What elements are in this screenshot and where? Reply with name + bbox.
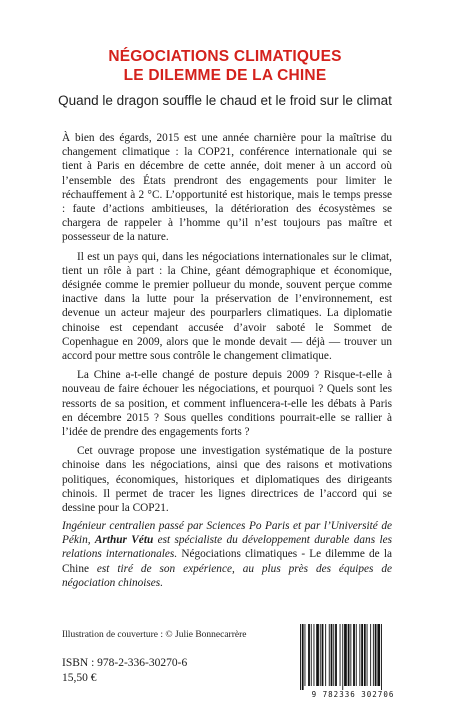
- isbn: ISBN : 978-2-336-30270-6: [62, 657, 188, 669]
- author-bio: [62, 519, 392, 590]
- author-name: Arthur Vétu: [94, 534, 154, 547]
- paragraph-2: Il est un pays qui, dans les négociations internationales sur le climat, tient un rôle à part : la Chine, géant démographique et économique, désignée comme le premier pollueur du monde, souvent perçue comme inactive dans la lutte pour la préservation de l’environnement, est devenue un acteur majeur des pourparlers climatiques. La diplomatie chinoise est cependant accusée d’avoir saboté le Sommet de Copenhague en 2009, alors que le monde devait — déjà — trouver un accord pour mettre sous contrôle le changement climatique.: [62, 250, 392, 363]
- bio-part-2: est spécialiste du développement durable dans les relations internationales.: [62, 534, 392, 561]
- barcode-bar: [364, 624, 366, 686]
- paragraph-1: À bien des égards, 2015 est une année charnière pour la maîtrise du changement climatique : la COP21, conférence internationale qui se tient à Paris en décembre de cette année, doit mener à un accord où l’ensemble des États prendront des engagements pour limiter le réchauffement à 2 °C. L’opportunité est historique, mais le temps presse : faute d’actions ambitieuses, la détérioration des écosystèmes se chargera de rappeler à l’homme qu’il n’est toujours pas maître et possesseur de la nature.: [62, 132, 392, 244]
- barcode-bar: [333, 624, 334, 686]
- barcode-bar: [335, 624, 337, 686]
- barcode-bar: [308, 624, 310, 686]
- bio-part-1: Ingénieur centralien passé par Sciences Po Paris et par l’Université de Pékin,: [62, 520, 392, 547]
- barcode-bar: [305, 624, 306, 686]
- barcode-bar: [342, 624, 343, 690]
- barcode-bar: [375, 624, 377, 686]
- barcode-bar: [350, 624, 351, 686]
- barcode-bar: [361, 624, 363, 686]
- barcode-bar: [320, 624, 321, 686]
- book-title: Négociations climatiques - Le dilemme de la Chine: [62, 548, 392, 575]
- barcode-bar: [367, 624, 368, 686]
- price: 15,50 €: [62, 672, 97, 684]
- barcode-bar: [381, 624, 382, 690]
- barcode-bar: [322, 624, 324, 686]
- barcode-bar: [356, 624, 357, 686]
- bio-part-3: est tiré de son expérience, au plus près des équipes de négociation chinoises.: [62, 562, 392, 589]
- paragraph-3: La Chine a-t-elle changé de posture depuis 2009 ? Risque-t-elle à nouveau de faire échouer les négociations, et pourquoi ? Quels sont les ressorts de sa position, et comment influencera-t-elle les débats à Paris en décembre 2015 ? Sous quelles conditions pourrait-elle se rallier à l’idée de prendre des engagements forts ?: [62, 369, 392, 439]
- barcode: [294, 622, 412, 702]
- paragraph-4: Cet ouvrage propose une investigation systématique de la posture chinoise dans les négociations, ainsi que des raisons et motivations politiques, économiques, historiques et diplomatiques des dirigeants chinois. Il permet de tracer les lignes directrices de l’accord qui se dessine pour la COP21.: [62, 445, 392, 515]
- title-line-1: NÉGOCIATIONS CLIMATIQUES: [108, 48, 342, 65]
- title-line-2: LE DILEMME DE LA CHINE: [123, 67, 327, 84]
- subtitle: Quand le dragon souffle le chaud et le froid sur le climat: [58, 93, 392, 108]
- barcode-bar: [329, 624, 330, 686]
- isbn-block: [62, 656, 187, 686]
- barcode-bar: [325, 624, 326, 686]
- barcode-digits: 9 782336 302706: [311, 690, 395, 699]
- barcode-bar: [311, 624, 312, 686]
- barcode-bar: [348, 624, 350, 686]
- barcode-bar: [344, 624, 347, 686]
- barcode-bar: [340, 624, 341, 686]
- barcode-bar: [316, 624, 319, 686]
- barcode-bar: [373, 624, 374, 686]
- barcode-bar: [314, 624, 315, 686]
- cover-credit: Illustration de couverture : © Julie Bonnecarrère: [62, 630, 247, 640]
- barcode-bar: [302, 624, 304, 690]
- barcode-bars: [294, 622, 412, 690]
- back-cover-text: [62, 131, 392, 520]
- barcode-bar: [353, 624, 355, 686]
- barcode-bar: [377, 624, 380, 686]
- barcode-bar: [359, 624, 360, 686]
- barcode-bar: [370, 624, 371, 686]
- barcode-bar: [300, 624, 301, 690]
- barcode-bar: [331, 624, 333, 686]
